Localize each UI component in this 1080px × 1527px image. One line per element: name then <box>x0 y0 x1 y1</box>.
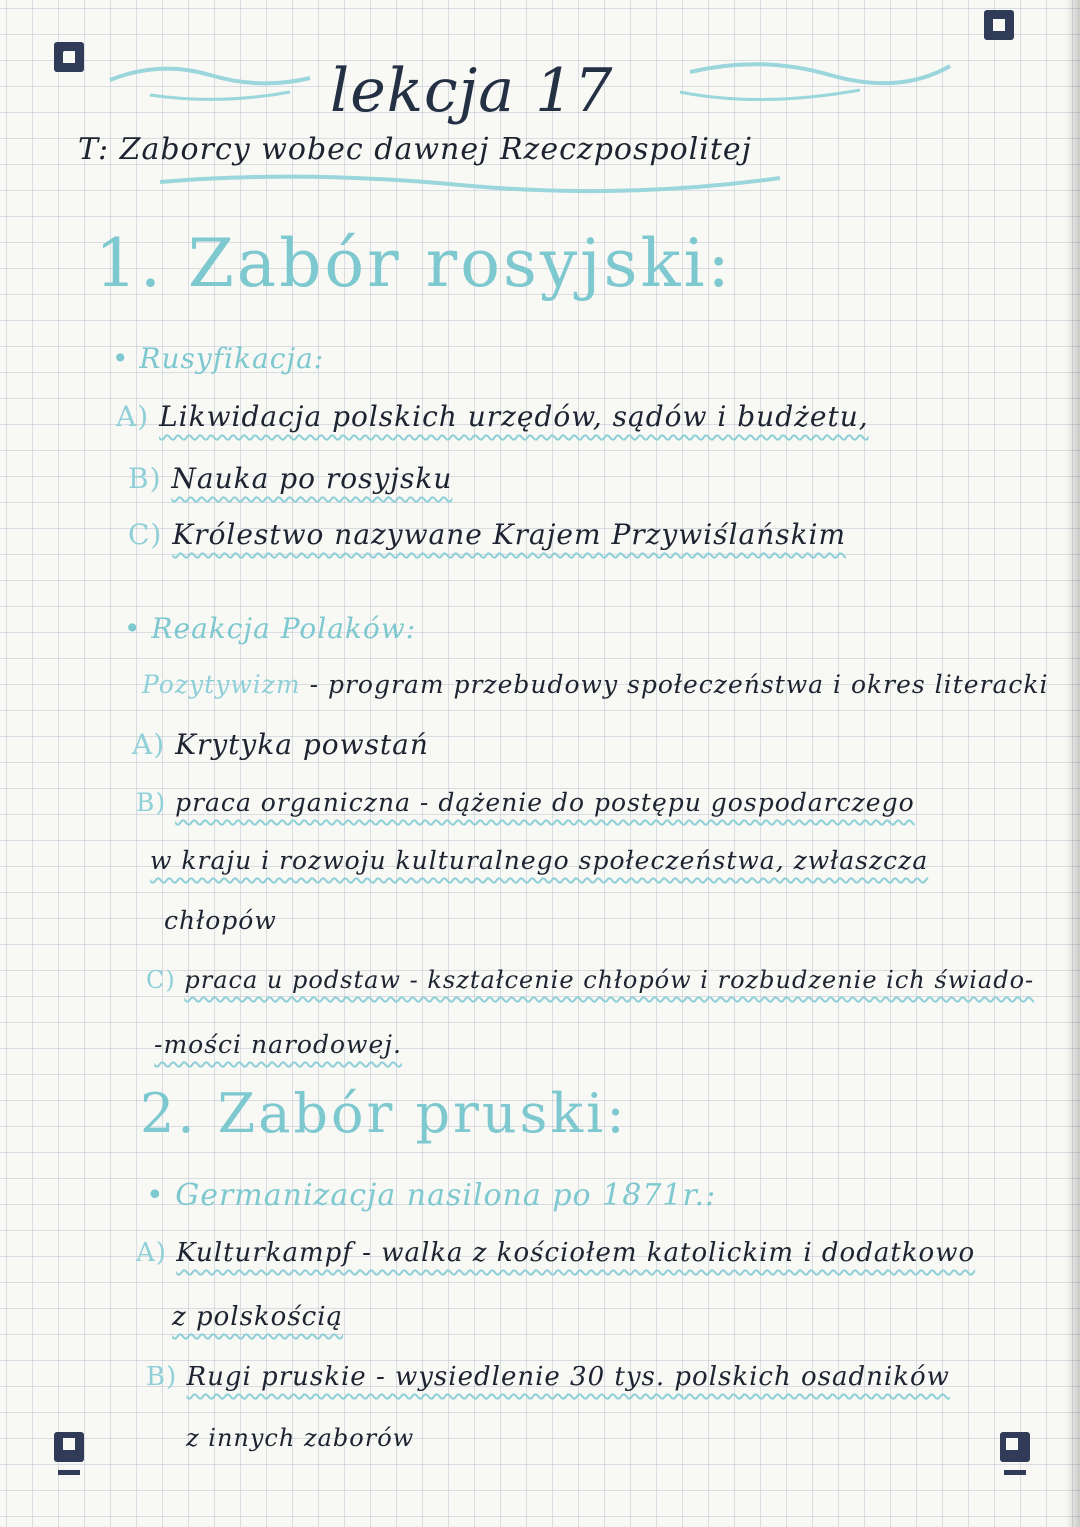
reakcja-label: • Reakcja Polaków: <box>124 612 417 645</box>
reakcja-item-b-line-3: chłopów <box>164 906 277 935</box>
pozytywizm-label: Pozytywizm <box>142 670 301 699</box>
scan-corner-bar-bottom-right <box>1004 1470 1026 1475</box>
scan-corner-mark-bottom-right <box>1000 1432 1030 1462</box>
reakcja-item-c-line-1: C) praca u podstaw - kształcenie chłopów i rozbudzenie ich świado- <box>146 966 1035 994</box>
rusyfikacja-label: • Rusyfikacja: <box>112 342 325 375</box>
rusyfikacja-item-b: B) Nauka po rosyjsku <box>128 462 453 495</box>
pozytywizm-text: - program przebudowy społeczeństwa i okres literacki <box>309 670 1049 699</box>
topic-label: T: <box>78 132 110 167</box>
section-1-heading: 1. Zabór rosyjski: <box>95 225 733 302</box>
topic-text: Zaborcy wobec dawnej Rzeczpospolitej <box>119 132 752 167</box>
pozytywizm-line <box>142 670 1049 699</box>
reakcja-item-b-line-1: B) praca organiczna - dążenie do postępu gospodarczego <box>136 788 915 817</box>
scan-corner-mark-bottom-left <box>54 1432 84 1462</box>
rusyfikacja-item-c: C) Królestwo nazywane Krajem Przywiślańskim <box>128 518 847 551</box>
rusyfikacja-item-a: A) Likwidacja polskich urzędów, sądów i budżetu, <box>116 400 869 433</box>
germanizacja-item-b-line-2: z innych zaborów <box>186 1424 415 1452</box>
germanizacja-item-a-line-1: A) Kulturkampf - walka z kościołem katolickim i dodatkowo <box>136 1238 976 1268</box>
germanizacja-label: • Germanizacja nasilona po 1871r.: <box>146 1178 717 1213</box>
reakcja-item-c-line-2: -mości narodowej. <box>154 1030 402 1059</box>
reakcja-item-a: A) Krytyka powstań <box>132 728 429 761</box>
section-2-heading: 2. Zabór pruski: <box>140 1082 628 1145</box>
page-edge-shadow <box>1066 0 1080 1527</box>
germanizacja-item-b-line-1: B) Rugi pruskie - wysiedlenie 30 tys. polskich osadników <box>146 1362 950 1392</box>
germanizacja-item-a-line-2: z polskością <box>172 1302 344 1332</box>
topic-line <box>78 132 752 167</box>
scan-corner-bar-bottom-left <box>58 1470 80 1475</box>
lesson-title: lekcja 17 <box>330 56 614 126</box>
reakcja-item-b-line-2: w kraju i rozwoju kulturalnego społeczeństwa, zwłaszcza <box>150 846 929 875</box>
